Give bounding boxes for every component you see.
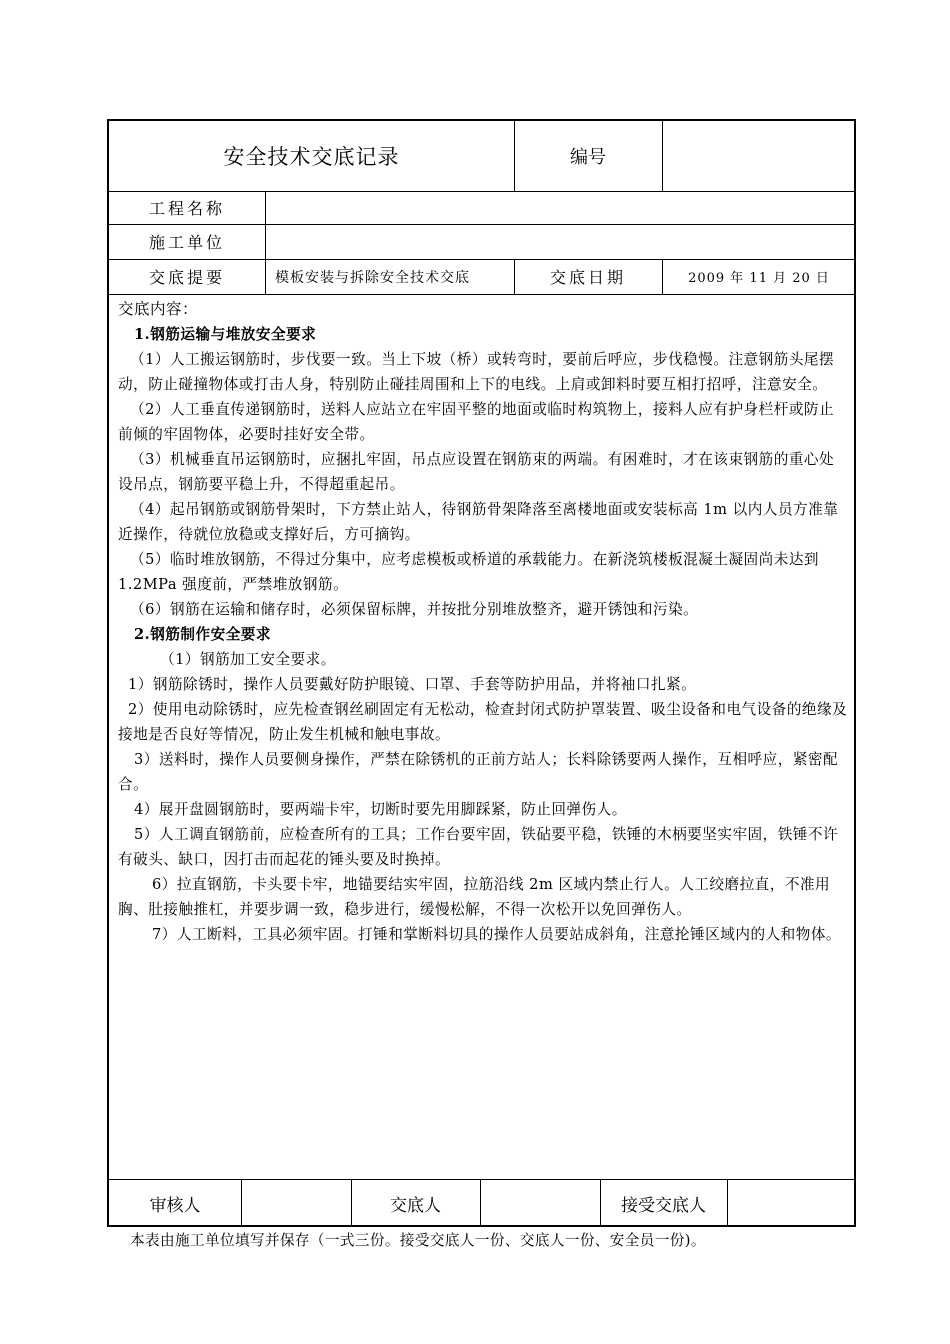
reviewer-label: 审核人 (149, 1195, 201, 1216)
paragraph: （6）钢筋在运输和储存时，必须保留标牌，并按批分别堆放整齐，避开锈蚀和污染。 (130, 601, 699, 618)
section-1-title: 1.钢筋运输与堆放安全要求 (134, 326, 317, 343)
number-field[interactable] (662, 121, 856, 191)
discloser-label: 交底人 (390, 1195, 441, 1216)
discloser-field[interactable] (480, 1179, 600, 1227)
receiver-field[interactable] (727, 1179, 856, 1227)
contractor-label: 施工单位 (148, 233, 225, 252)
number-label: 编号 (570, 147, 606, 168)
project-name-label: 工程名称 (148, 199, 225, 218)
paragraph: （1）人工搬运钢筋时，步伐要一致。当上下坡（桥）或转弯时，要前后呼应，步伐稳慢。注意钢筋头尾摆动，防止碰撞物体或打击人身，特别防止碰挂周围和上下的电线。上肩或卸料时要互相打招呼，注意安全。 (118, 351, 835, 393)
paragraph: 1）钢筋除锈时，操作人员要戴好防护眼镜、口罩、手套等防护用品，并将袖口扎紧。 (128, 676, 697, 693)
receiver-label: 接受交底人 (621, 1195, 706, 1216)
paragraph: 5）人工调直钢筋前，应检查所有的工具；工作台要牢固，铁砧要平稳，铁锤的木柄要坚实牢固，铁锤不许有破头、缺口，因打击而起花的锤头要及时换掉。 (118, 826, 839, 868)
summary-field[interactable]: 模板安装与拆除安全技术交底 (275, 269, 470, 286)
content-lead: 交底内容： (118, 300, 199, 318)
contractor-field[interactable] (265, 224, 856, 259)
paragraph: 6）拉直钢筋，卡头要卡牢，地锚要结实牢固，拉筋沿线 2m 区域内禁止行人。人工绞磨拉直，不准用胸、肚接触推杠，并要步调一致，稳步进行，缓慢松解，不得一次松开以免回弹伤人。 (118, 876, 831, 918)
row-divider (109, 294, 854, 295)
paragraph: 2）使用电动除锈时，应先检查钢丝刷固定有无松动，检查封闭式防护罩装置、吸尘设备和电气设备的绝缘及接地是否良好等情况，防止发生机械和触电事故。 (118, 701, 848, 743)
paragraph: （2）人工垂直传递钢筋时，送料人应站立在牢固平整的地面或临时构筑物上，接料人应有护身栏杆或防止前倾的牢固物体，必要时挂好安全带。 (118, 401, 835, 443)
reviewer-field[interactable] (241, 1179, 351, 1227)
paragraph: （1）钢筋加工安全要求。 (160, 651, 336, 668)
paragraph: （4）起吊钢筋或钢筋骨架时，下方禁止站人，待钢筋骨架降落至离楼地面或安装标高 1m 以内人员方准靠近操作，待就位放稳或支撑好后，方可摘钩。 (118, 501, 839, 543)
paragraph: （5）临时堆放钢筋，不得过分集中，应考虑模板或桥道的承载能力。在新浇筑楼板混凝土凝固尚未达到 1.2MPa 强度前，严禁堆放钢筋。 (118, 551, 820, 593)
summary-label: 交底提要 (148, 268, 225, 287)
date-label: 交底日期 (549, 268, 626, 287)
paragraph: （3）机械垂直吊运钢筋时，应捆扎牢固，吊点应设置在钢筋束的两端。有困难时，才在该束钢筋的重心处设吊点，钢筋要平稳上升，不得超重起吊。 (118, 451, 835, 493)
paragraph: 4）展开盘圆钢筋时，要两端卡牢，切断时要先用脚踩紧，防止回弹伤人。 (134, 801, 627, 818)
section-2-title: 2.钢筋制作安全要求 (134, 626, 271, 643)
date-field[interactable]: 2009 年 11 月 20 日 (688, 271, 830, 286)
safety-disclosure-form (107, 119, 856, 1227)
form-title: 安全技术交底记录 (223, 145, 400, 169)
form-footnote: 本表由施工单位填写并保存（一式三份。接受交底人一份、交底人一份、安全员一份)。 (130, 1232, 706, 1249)
paragraph: 3）送料时，操作人员要侧身操作，严禁在除锈机的正前方站人；长料除锈要两人操作，互相呼应，紧密配合。 (118, 751, 839, 793)
paragraph: 7）人工断料，工具必须牢固。打锤和掌断料切具的操作人员要站成斜角，注意抡锤区域内的人和物体。 (152, 926, 842, 943)
project-name-field[interactable] (265, 191, 856, 224)
disclosure-content (118, 297, 848, 947)
